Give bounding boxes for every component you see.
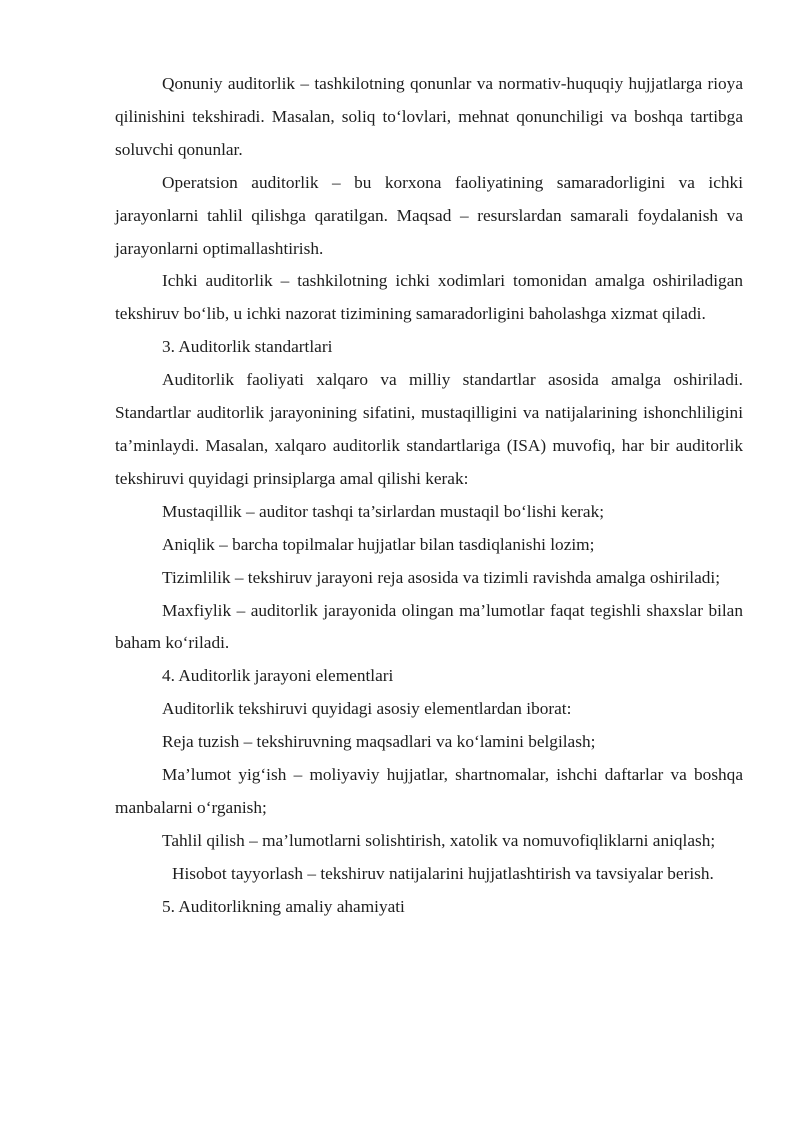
paragraph-standards-intro: Auditorlik faoliyati xalqaro va milliy standartlar asosida amalga oshiriladi. Standartlar auditorlik jarayonining sifatini, mustaqilligini va natijalarining ishonchliligini ta’minlaydi. Masalan, xalqaro auditorlik standartlariga (ISA) muvofiq, har bir auditorlik tekshiruvi quyidagi prinsiplarga amal qilishi kerak:	[115, 370, 743, 488]
list-item-confidentiality: Maxfiylik – auditorlik jarayonida olingan ma’lumotlar faqat tegishli shaxslar bilan baham ko‘riladi.	[115, 600, 743, 653]
paragraph-elements-intro: Auditorlik tekshiruvi quyidagi asosiy elementlardan iborat:	[162, 699, 572, 719]
section-heading-standards: 3. Auditorlik standartlari	[162, 337, 333, 357]
paragraph-legal-audit: Qonuniy auditorlik – tashkilotning qonunlar va normativ-huquqiy hujjatlarga rioya qilinishini tekshiradi. Masalan, soliq to‘lovlari, mehnat qonunchiligi va boshqa tartibga soluvchi qonunlar.	[115, 74, 743, 159]
document-body	[115, 68, 743, 924]
list-item-analysis: Tahlil qilish – ma’lumotlarni solishtirish, xatolik va nomuvofiqliklarni aniqlash;	[162, 830, 716, 850]
section-heading-process-elements: 4. Auditorlik jarayoni elementlari	[162, 666, 394, 686]
list-item-reporting: Hisobot tayyorlash – tekshiruv natijalarini hujjatlashtirish va tavsiyalar berish.	[172, 863, 714, 883]
section-heading-practical-importance: 5. Auditorlikning amaliy ahamiyati	[162, 896, 405, 916]
paragraph-internal-audit: Ichki auditorlik – tashkilotning ichki xodimlari tomonidan amalga oshiriladigan tekshiruv bo‘lib, u ichki nazorat tizimining samaradorligini baholashga xizmat qiladi.	[115, 271, 743, 324]
list-item-data-collection: Ma’lumot yig‘ish – moliyaviy hujjatlar, shartnomalar, ishchi daftarlar va boshqa manbalarni o‘rganish;	[115, 765, 743, 817]
paragraph-operational-audit: Operatsion auditorlik – bu korxona faoliyatining samaradorligini va ichki jarayonlarni tahlil qilishga qaratilgan. Maqsad – resurslardan samarali foydalanish va jarayonlarni optimallashtirish.	[115, 172, 743, 258]
list-item-independence: Mustaqillik – auditor tashqi ta’sirlardan mustaqil bo‘lishi kerak;	[162, 501, 605, 521]
list-item-systematic: Tizimlilik – tekshiruv jarayoni reja asosida va tizimli ravishda amalga oshiriladi;	[162, 567, 721, 587]
list-item-accuracy: Aniqlik – barcha topilmalar hujjatlar bilan tasdiqlanishi lozim;	[162, 534, 595, 554]
list-item-planning: Reja tuzish – tekshiruvning maqsadlari va ko‘lamini belgilash;	[162, 732, 596, 752]
